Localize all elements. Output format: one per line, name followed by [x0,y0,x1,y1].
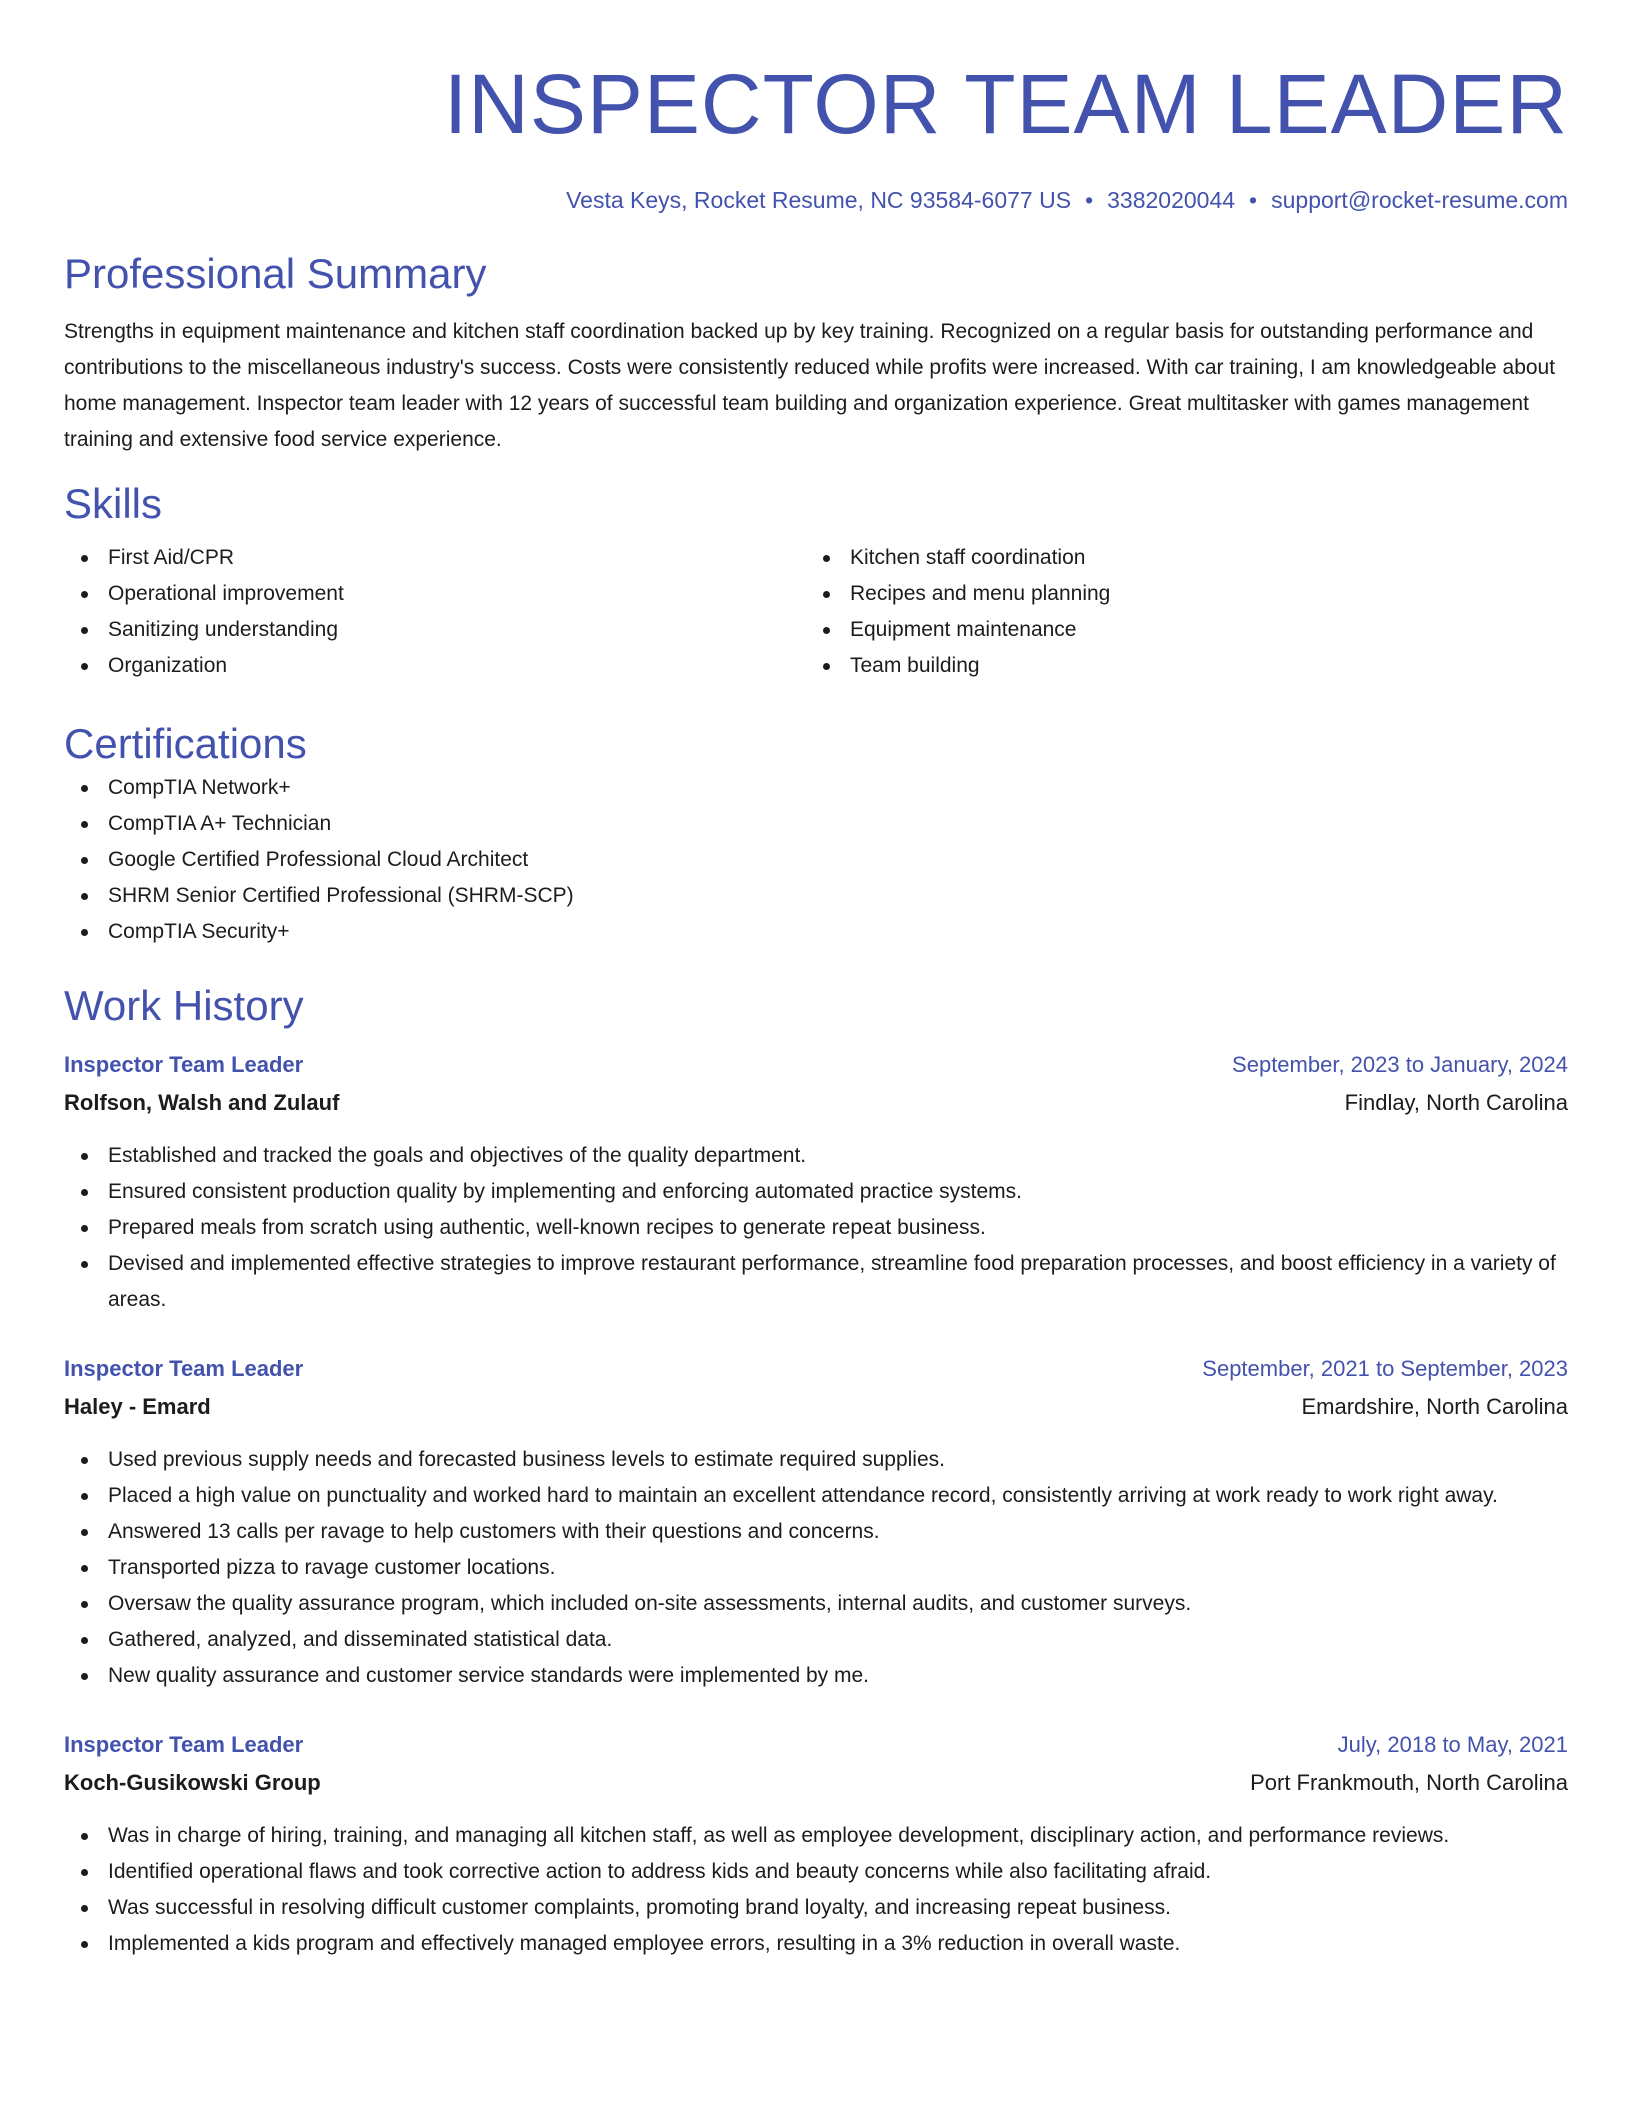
job-location: Port Frankmouth, North Carolina [1250,1770,1568,1795]
job-title: Inspector Team Leader [64,1732,304,1757]
certification-item: SHRM Senior Certified Professional (SHRM-SCP) [64,878,1568,914]
job-company-row [64,1084,1568,1122]
skill-item: Organization [64,648,806,684]
skill-item: Sanitizing understanding [64,612,806,648]
job-company: Rolfson, Walsh and Zulauf [64,1090,340,1115]
certifications-list [64,770,1568,950]
job-dates: September, 2023 to January, 2024 [1232,1052,1568,1077]
job-company-row [64,1388,1568,1426]
certifications-heading: Certifications [64,720,307,767]
job-entry [64,1726,1568,1962]
contact-phone: 3382020044 [1107,187,1236,213]
job-bullet: Transported pizza to ravage customer locations. [64,1550,1568,1586]
job-bullet: Was in charge of hiring, training, and managing all kitchen staff, as well as employee development, disciplinary action, and performance reviews. [64,1818,1568,1854]
job-bullet: Established and tracked the goals and objectives of the quality department. [64,1138,1568,1174]
skill-item: Operational improvement [64,576,806,612]
skill-item: Kitchen staff coordination [806,540,1548,576]
job-bullet: Oversaw the quality assurance program, which included on-site assessments, internal audits, and customer surveys. [64,1586,1568,1622]
job-bullet: Prepared meals from scratch using authentic, well-known recipes to generate repeat business. [64,1210,1568,1246]
job-bullet: Answered 13 calls per ravage to help customers with their questions and concerns. [64,1514,1568,1550]
contact-separator: • [1085,187,1094,213]
skills-heading: Skills [64,480,163,527]
job-dates: September, 2021 to September, 2023 [1202,1356,1568,1381]
resume-header [64,0,1568,216]
job-bullet: Implemented a kids program and effectively managed employee errors, resulting in a 3% reduction in overall waste. [64,1926,1568,1962]
resume-page [64,0,1568,1962]
job-company-row [64,1764,1568,1802]
job-bullet: Identified operational flaws and took corrective action to address kids and beauty concerns while also facilitating afraid. [64,1854,1568,1890]
skills-list-right [806,540,1548,684]
skill-item: First Aid/CPR [64,540,806,576]
job-bullet: New quality assurance and customer service standards were implemented by me. [64,1658,1568,1694]
summary-heading: Professional Summary [64,250,487,297]
skill-item: Equipment maintenance [806,612,1548,648]
job-bullets [64,1138,1568,1318]
contact-address: Vesta Keys, Rocket Resume, NC 93584-6077 US [566,187,1072,213]
work-history-heading: Work History [64,982,304,1029]
job-title-row [64,1350,1568,1388]
summary-text: Strengths in equipment maintenance and kitchen staff coordination backed up by key training. Recognized on a regular basis for outstanding performance and contributions to the miscellaneous industry's success. Costs were consistently reduced while profits were increased. With car training, I am knowledgeable about home management. Inspector team leader with 12 years of successful team building and organization experience. Great multitasker with games management training and extensive food service experience. [64,320,1556,451]
certification-item: CompTIA Network+ [64,770,1568,806]
job-title: Inspector Team Leader [64,1356,304,1381]
certification-item: Google Certified Professional Cloud Architect [64,842,1568,878]
skill-item: Team building [806,648,1548,684]
job-entry [64,1046,1568,1318]
job-location: Emardshire, North Carolina [1301,1394,1568,1419]
job-bullet: Placed a high value on punctuality and worked hard to maintain an excellent attendance record, consistently arriving at work ready to work right away. [64,1478,1568,1514]
job-bullet: Used previous supply needs and forecasted business levels to estimate required supplies. [64,1442,1568,1478]
job-title: Inspector Team Leader [64,1052,304,1077]
certification-item: CompTIA Security+ [64,914,1568,950]
job-bullet: Was successful in resolving difficult customer complaints, promoting brand loyalty, and increasing repeat business. [64,1890,1568,1926]
job-bullet: Devised and implemented effective strategies to improve restaurant performance, streamline food preparation processes, and boost efficiency in a variety of areas. [64,1246,1568,1318]
skills-grid [64,540,1568,684]
skills-list-left [64,540,806,684]
skill-item: Recipes and menu planning [806,576,1548,612]
job-company: Koch-Gusikowski Group [64,1770,321,1795]
contact-email[interactable]: support@rocket-resume.com [1271,187,1568,213]
job-bullet: Gathered, analyzed, and disseminated statistical data. [64,1622,1568,1658]
job-location: Findlay, North Carolina [1344,1090,1568,1115]
job-title-row [64,1046,1568,1084]
contact-line [64,184,1568,216]
job-bullets [64,1818,1568,1962]
contact-separator: • [1249,187,1258,213]
resume-name: INSPECTOR TEAM LEADER [443,57,1568,151]
certification-item: CompTIA A+ Technician [64,806,1568,842]
job-title-row [64,1726,1568,1764]
job-bullet: Ensured consistent production quality by implementing and enforcing automated practice systems. [64,1174,1568,1210]
job-company: Haley - Emard [64,1394,211,1419]
job-bullets [64,1442,1568,1694]
job-dates: July, 2018 to May, 2021 [1337,1732,1568,1757]
job-entry [64,1350,1568,1694]
